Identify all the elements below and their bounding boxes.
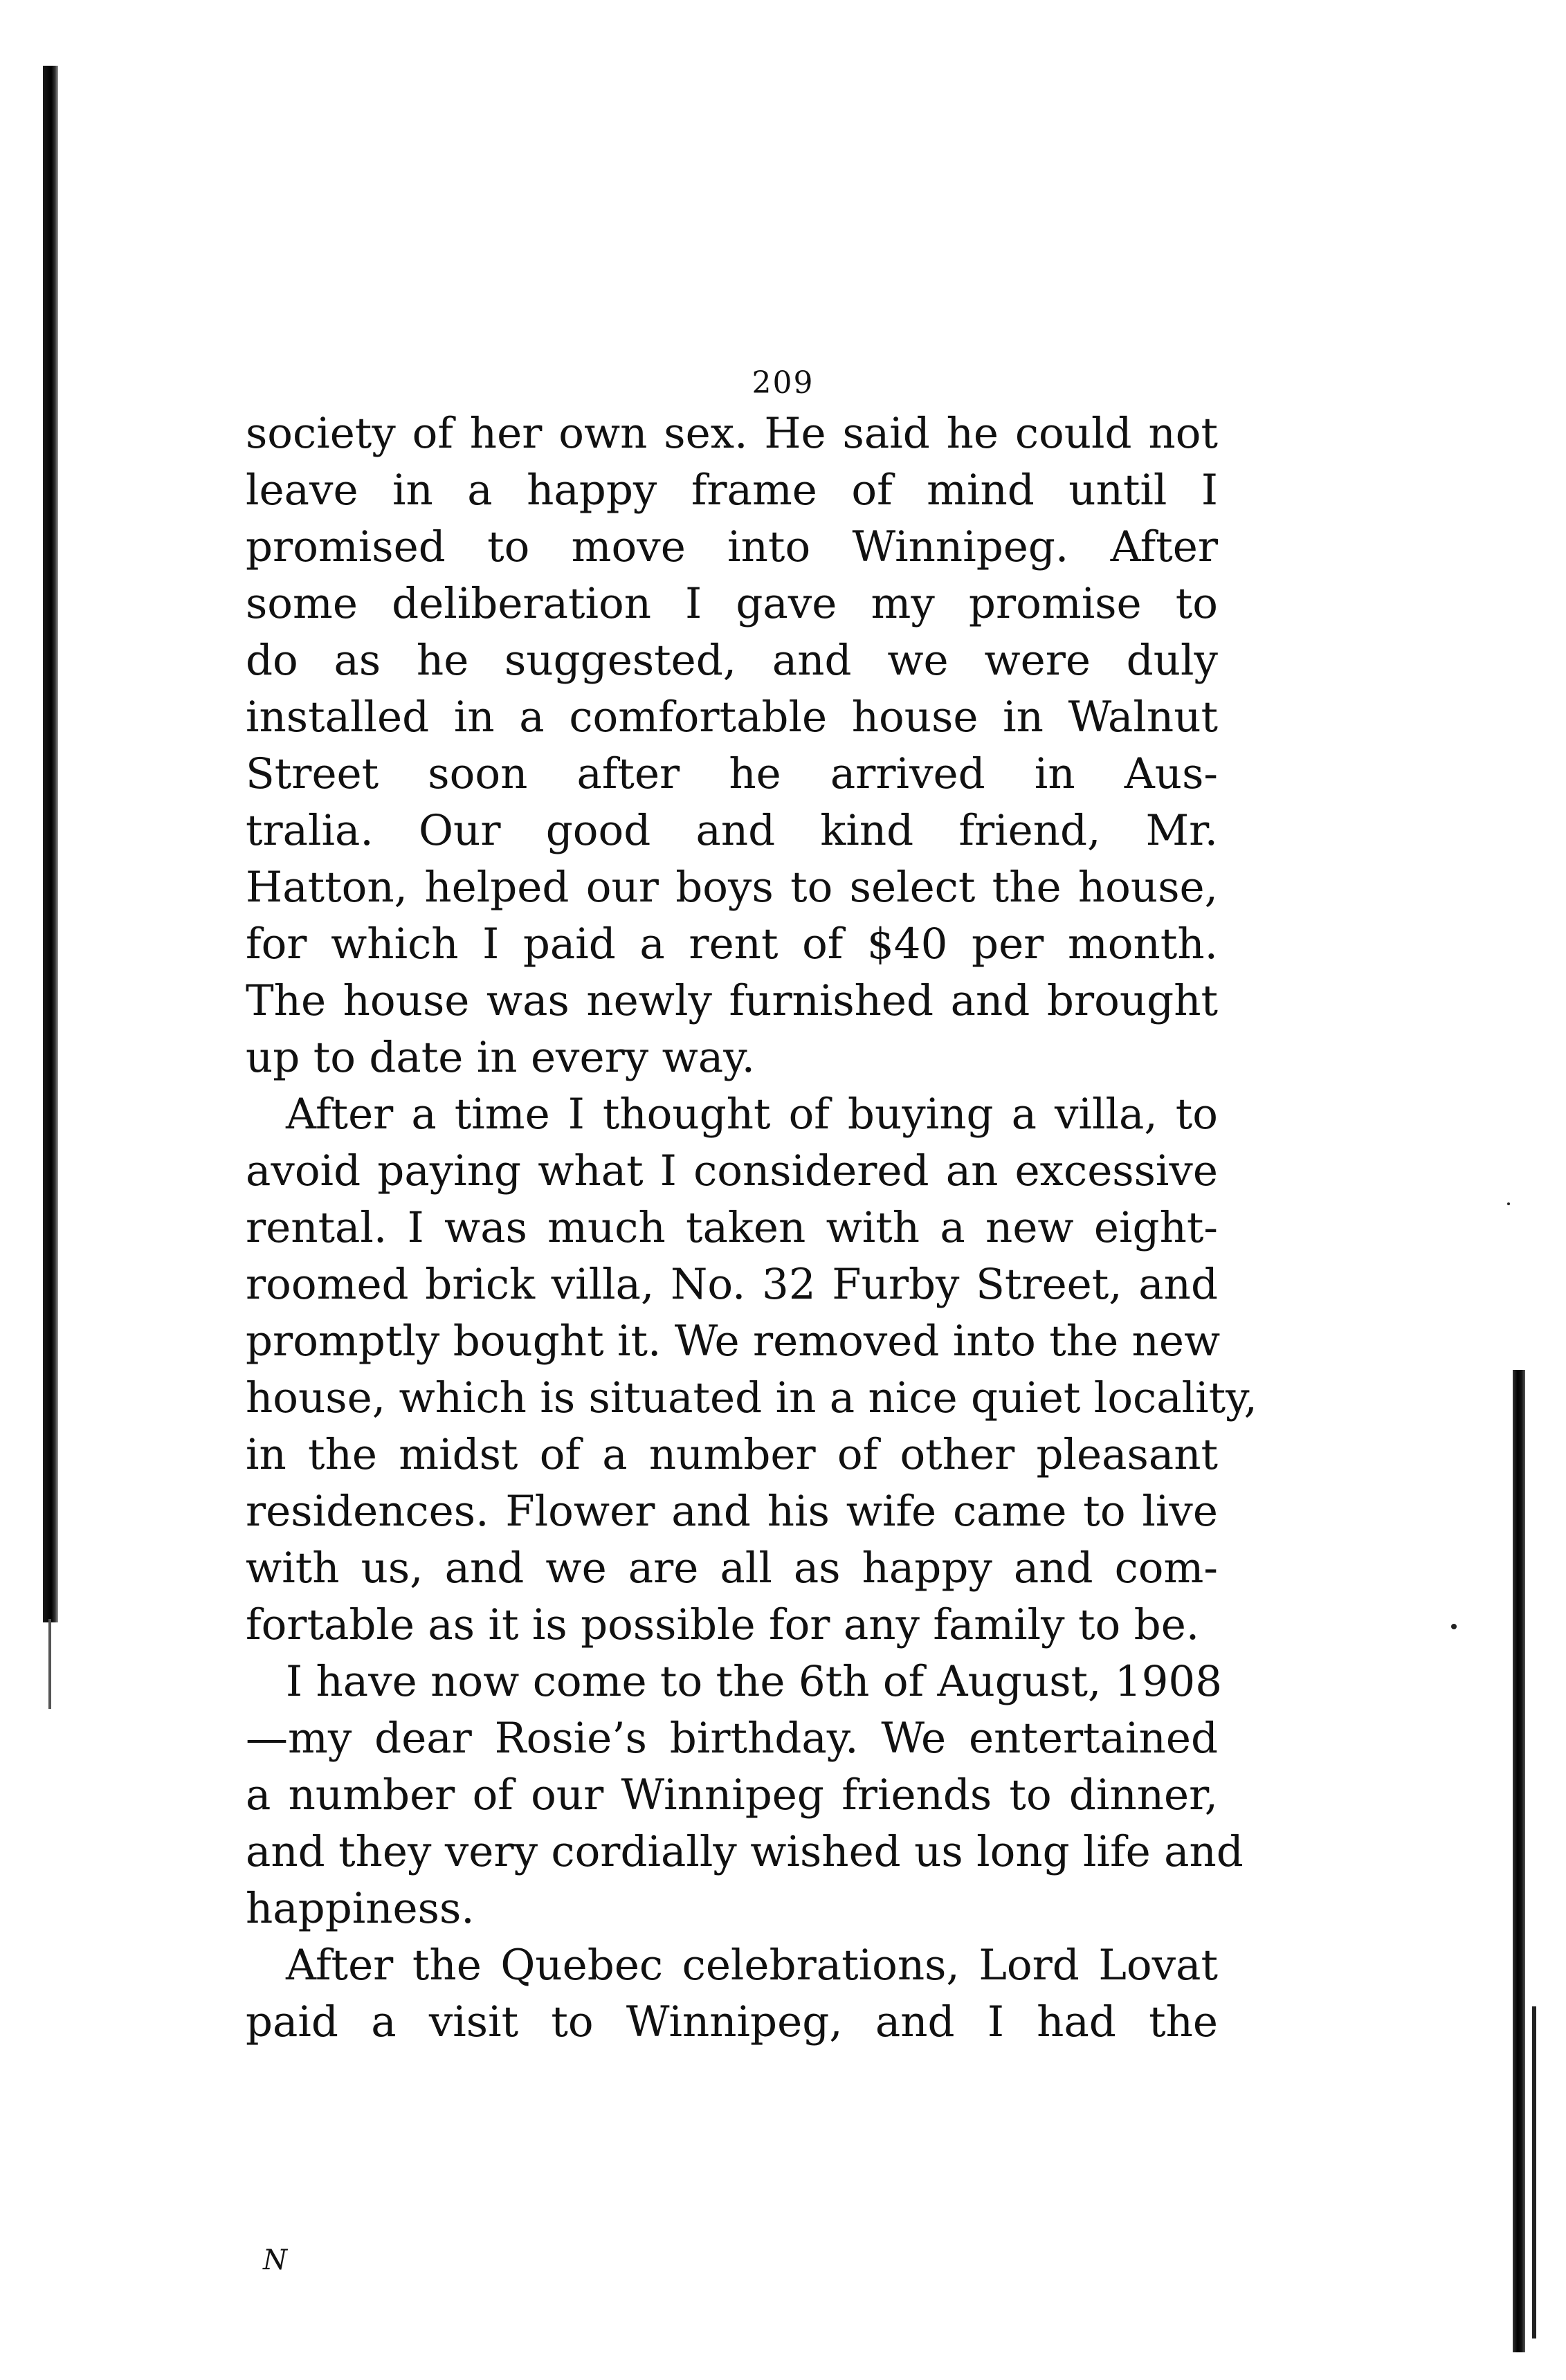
text-line: Hatton, helped our boys to select the house, <box>246 863 1218 912</box>
text-line: The house was newly furnished and brought <box>246 976 1218 1025</box>
text-line: society of her own sex. He said he could not <box>246 409 1218 458</box>
text-line: for which I paid a rent of $40 per month. <box>246 919 1218 969</box>
text-line: house, which is situated in a nice quiet locality, <box>246 1373 1257 1422</box>
text-line: promised to move into Winnipeg. After <box>246 522 1218 571</box>
text-line: up to date in every way. <box>246 1033 755 1082</box>
text-line: After the Quebec celebrations, Lord Lovat <box>286 1941 1218 1990</box>
scan-binding-edge-left <box>43 66 58 1622</box>
text-line: some deliberation I gave my promise to <box>246 579 1218 628</box>
text-line: After a time I thought of buying a villa, to <box>286 1090 1218 1139</box>
text-line: rental. I was much taken with a new eight- <box>246 1203 1218 1252</box>
text-line: promptly bought it. We removed into the new <box>246 1317 1221 1366</box>
page-number: 209 <box>752 365 814 401</box>
text-line: and they very cordially wished us long life and <box>246 1827 1244 1876</box>
text-line: installed in a comfortable house in Walnut <box>246 693 1218 742</box>
scan-speck <box>1507 1202 1510 1205</box>
text-line: Street soon after he arrived in Aus- <box>246 749 1218 798</box>
text-line: fortable as it is possible for any family to be. <box>246 1600 1200 1649</box>
text-line: with us, and we are all as happy and com- <box>246 1544 1218 1593</box>
scan-page-edge-right <box>1513 1370 1525 2352</box>
text-line: happiness. <box>246 1884 475 1933</box>
printer-signature-mark: N <box>263 2244 287 2276</box>
body-text <box>246 405 1257 2051</box>
text-line: paid a visit to Winnipeg, and I had the <box>246 1997 1218 2047</box>
scan-binding-edge-left-tail <box>48 1619 51 1709</box>
text-line: leave in a happy frame of mind until I <box>246 466 1218 515</box>
text-line: avoid paying what I considered an excessive <box>246 1146 1218 1196</box>
scan-speck <box>1451 1624 1457 1629</box>
scan-page-edge-right-thin <box>1532 2006 1536 2338</box>
text-line: I have now come to the 6th of August, 1908 <box>286 1657 1223 1706</box>
text-line: roomed brick villa, No. 32 Furby Street, and <box>246 1260 1218 1309</box>
text-line: do as he suggested, and we were duly <box>246 636 1218 685</box>
text-line: a number of our Winnipeg friends to dinner, <box>246 1770 1218 1820</box>
text-line: —my dear Rosie’s birthday. We entertained <box>246 1714 1218 1763</box>
text-line: tralia. Our good and kind friend, Mr. <box>246 806 1218 855</box>
text-line: in the midst of a number of other pleasant <box>246 1430 1218 1479</box>
text-line: residences. Flower and his wife came to live <box>246 1487 1218 1536</box>
